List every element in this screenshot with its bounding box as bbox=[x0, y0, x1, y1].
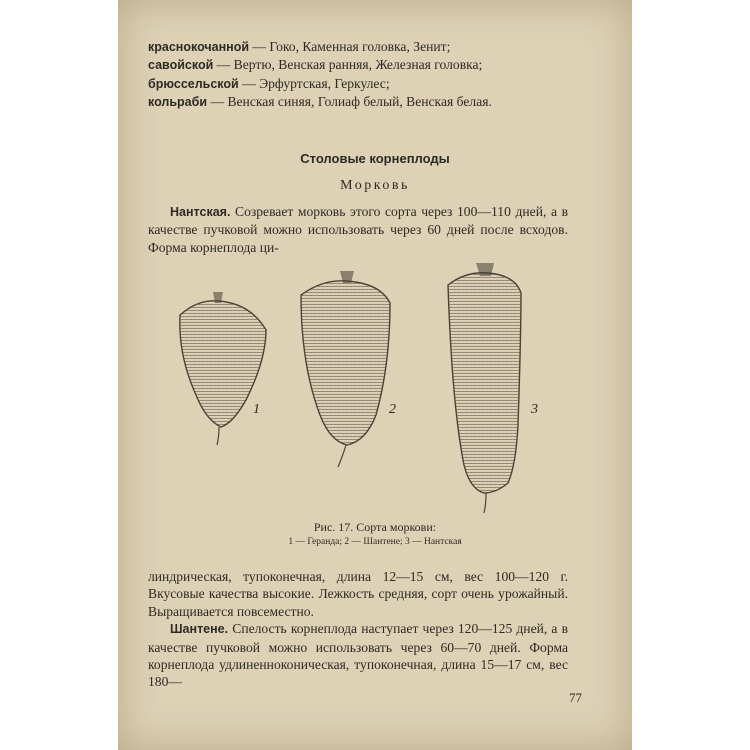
variety-term: Шантене. bbox=[170, 622, 229, 637]
nantskaya-paragraph bbox=[148, 203, 568, 256]
carrot-illustration-nantskaya bbox=[448, 263, 521, 513]
list-item bbox=[148, 38, 568, 56]
paragraph-text: Созревает морковь этого сорта через 100—110 дней, а в качестве пучковой можно использовать через 60 дней после всходов. Форма корнеплода ци- bbox=[148, 204, 568, 255]
continuation-paragraph: линдрическая, тупоконечная, длина 12—15 см, вес 100—120 г. Вкусовые качества высокие. Лежкость средняя, сорт очень урожайный. Выращивается повсеместно. bbox=[148, 569, 568, 619]
carrot-illustration-shantene bbox=[301, 271, 390, 467]
figure-label-2: 2 bbox=[389, 402, 396, 417]
continuation-text bbox=[148, 568, 568, 691]
variety-term: савойской bbox=[148, 58, 214, 73]
variety-term: краснокочанной bbox=[148, 40, 250, 54]
variety-term: Нантская. bbox=[170, 205, 231, 219]
subsection-title: Морковь bbox=[340, 178, 410, 193]
carrot-figure bbox=[118, 255, 632, 517]
caption-title: Рис. 17. Сорта моркови: bbox=[313, 520, 437, 534]
figure-label-3: 3 bbox=[531, 402, 538, 417]
caption-legend: 1 — Геранда; 2 — Шантене; 3 — Нантская bbox=[288, 537, 462, 547]
figure-label-1: 1 bbox=[253, 402, 260, 417]
variety-text: — Гоко, Каменная головка, Зенит; bbox=[249, 39, 451, 54]
figure-caption bbox=[118, 520, 632, 550]
variety-term: кольраби bbox=[148, 95, 208, 110]
book-page bbox=[118, 0, 632, 750]
list-item bbox=[148, 56, 568, 74]
carrot-illustration-geranda bbox=[180, 292, 266, 445]
variety-text: — Вертю, Венская ранняя, Железная головка; bbox=[213, 57, 483, 73]
variety-term: брюссельской bbox=[148, 76, 239, 91]
list-item bbox=[148, 75, 568, 93]
cabbage-varieties-list bbox=[148, 38, 568, 112]
section-title: Столовые корнеплоды bbox=[300, 151, 450, 166]
shantene-paragraph bbox=[148, 620, 568, 691]
page-number: 77 bbox=[569, 690, 582, 705]
variety-text: — Венская синяя, Голиаф белый, Венская белая. bbox=[207, 94, 492, 110]
variety-text: — Эрфуртская, Геркулес; bbox=[238, 75, 390, 91]
paragraph-text: Спелость корнеплода наступает через 120—125 дней, а в качестве пучковой можно использовать через 60—70 дней. Форма корнеплода удлиненноконическая, тупоконечная, длина 15—17 см, вес 180— bbox=[148, 621, 568, 690]
list-item bbox=[148, 93, 568, 111]
